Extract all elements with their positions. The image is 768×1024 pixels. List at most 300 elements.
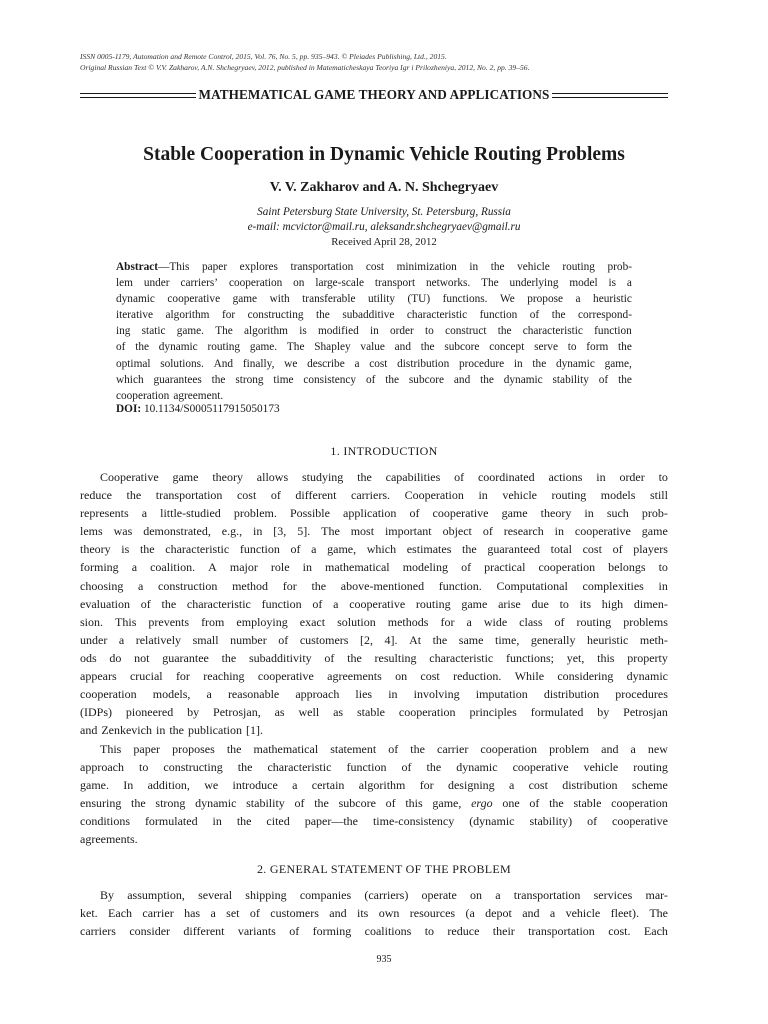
word: game,	[604, 357, 632, 370]
word: the	[490, 261, 505, 273]
word: for	[419, 778, 434, 793]
word: reduce	[80, 488, 112, 503]
word: number	[230, 632, 267, 647]
word: characteristic	[429, 650, 494, 665]
text-line	[116, 323, 632, 339]
word: In	[123, 778, 134, 793]
word: a	[549, 906, 556, 921]
word: different	[183, 924, 225, 939]
word: to	[658, 470, 668, 484]
word: cooperation	[538, 560, 596, 575]
word: constructing	[247, 309, 304, 322]
word: (IDPs)	[80, 705, 112, 720]
word: formulated	[144, 814, 198, 829]
word: The	[649, 906, 668, 921]
word: we	[204, 778, 219, 793]
text-line	[80, 904, 668, 922]
word: small	[192, 632, 219, 647]
word: characteristic	[406, 309, 468, 322]
word: arise	[498, 596, 521, 611]
word: cost.	[608, 924, 631, 939]
word: utility	[368, 293, 395, 306]
text-line	[80, 721, 668, 739]
word: functions.	[442, 293, 488, 306]
word: customers	[270, 906, 319, 921]
word: research	[503, 524, 544, 539]
word: dynamic	[195, 796, 237, 811]
word: function	[594, 325, 632, 338]
word: transportation	[155, 488, 223, 503]
word: of	[409, 506, 420, 521]
word: [3,	[273, 524, 287, 539]
word: represents	[80, 506, 129, 521]
word: (TU)	[407, 293, 431, 306]
word: capabilities	[385, 470, 441, 484]
word: routing	[551, 488, 587, 503]
word: customers	[299, 632, 349, 647]
word: total	[550, 542, 572, 557]
word: above-mentioned	[340, 578, 425, 593]
word: function.	[438, 578, 482, 593]
word: theory	[540, 506, 572, 521]
word: with	[269, 293, 290, 306]
word: procedures	[615, 687, 668, 702]
word: agreements.	[80, 832, 138, 847]
word: While	[514, 669, 545, 684]
word: paper	[133, 742, 161, 756]
text-line	[80, 558, 668, 576]
word: subcore	[338, 796, 376, 811]
word: a	[466, 614, 472, 629]
word: and	[522, 906, 540, 921]
word: Shapley	[314, 341, 351, 354]
word: sion.	[80, 614, 104, 629]
word: cooperative	[574, 524, 631, 539]
word: game.	[80, 778, 109, 793]
word: This	[115, 614, 137, 629]
word: ket.	[80, 906, 98, 921]
word: certain	[311, 778, 345, 793]
word: problem	[549, 742, 590, 756]
word: We	[499, 293, 515, 306]
word: and	[80, 723, 98, 738]
text-line	[80, 758, 668, 776]
word: coordinated	[477, 470, 535, 484]
doi	[116, 403, 280, 415]
word: major	[229, 560, 258, 575]
word: choosing	[80, 578, 124, 593]
word: a	[292, 778, 298, 793]
word: cost	[365, 261, 385, 273]
word: methods	[387, 614, 429, 629]
word: distribution	[397, 357, 450, 370]
word: demonstrated,	[143, 524, 211, 539]
word: cooperation	[80, 687, 137, 702]
word: cost	[528, 778, 548, 793]
word: cost	[420, 669, 440, 684]
word: carriers’	[180, 277, 219, 290]
word: a	[210, 906, 216, 921]
word: solution	[337, 614, 376, 629]
word: of	[482, 524, 493, 539]
word: designing	[447, 778, 495, 793]
word: strong	[155, 796, 186, 811]
word: for	[221, 309, 236, 322]
word: the	[161, 596, 177, 611]
word: game	[461, 596, 488, 611]
word: for	[282, 578, 297, 593]
text-line	[116, 275, 632, 291]
word: mathematical	[253, 742, 319, 756]
word: formulated	[530, 705, 584, 720]
page-number: 935	[376, 954, 392, 965]
word: yet,	[566, 650, 585, 665]
word: belongs	[608, 560, 646, 575]
word: complexities	[582, 578, 644, 593]
word: a	[206, 687, 212, 702]
text-line	[116, 291, 632, 307]
word: publication	[188, 723, 242, 738]
word: dynamic	[456, 760, 498, 775]
word: of	[365, 373, 376, 386]
word: was	[113, 524, 133, 539]
text-line	[80, 740, 668, 758]
word: on	[293, 277, 305, 290]
word: under	[80, 632, 108, 647]
issn-line: ISSN 0005-1179, Automation and Remote Control, 2015, Vol. 76, No. 5, pp. 935–943. © Pleiades Publishing, Ltd., 2015.	[80, 52, 447, 61]
word: the	[139, 542, 155, 557]
word: the	[532, 357, 547, 370]
word: serve	[534, 341, 558, 354]
word: function	[479, 309, 518, 322]
word: functions;	[505, 650, 554, 665]
word: ing	[116, 325, 131, 338]
word: algorithm	[244, 325, 288, 338]
text-line	[80, 685, 668, 703]
word: reduce	[447, 924, 480, 939]
section-heading-introduction: 1. INTRODUCTION	[330, 444, 438, 458]
word: theory	[212, 470, 243, 484]
word: Computational	[496, 578, 568, 593]
word: distribution	[543, 687, 600, 702]
word: generally	[530, 632, 576, 647]
word: prob-	[641, 506, 668, 521]
word: due	[531, 596, 549, 611]
text-line	[80, 703, 668, 721]
word: meth-	[639, 632, 668, 647]
word: static	[141, 325, 166, 338]
word: appears	[80, 669, 117, 684]
word: the	[497, 325, 512, 338]
word: its	[357, 906, 369, 921]
word: the	[549, 796, 564, 811]
section-label: MATHEMATICAL GAME THEORY AND APPLICATIONS	[198, 87, 550, 102]
word: on	[470, 888, 483, 902]
word: involving	[413, 687, 460, 702]
word: explores	[239, 261, 278, 273]
word: cooperative	[612, 814, 668, 829]
word: and	[453, 373, 471, 386]
word: characteristic	[267, 760, 332, 775]
text-line	[80, 812, 668, 830]
word: of	[140, 596, 151, 611]
word: of	[461, 560, 472, 575]
word: optimal	[116, 357, 151, 370]
word: the	[480, 373, 494, 386]
word: a	[495, 888, 501, 902]
word: to	[139, 760, 149, 775]
word: dynamic	[626, 669, 668, 684]
word: in	[155, 723, 166, 738]
email: e-mail: mcvictor@mail.ru, aleksandr.shchegryaev@gmail.ru	[247, 220, 521, 233]
word: considering	[557, 669, 614, 684]
word: time	[273, 373, 294, 386]
word: to	[658, 560, 668, 575]
word: the	[618, 373, 632, 386]
word: construction	[158, 578, 218, 593]
word: in	[658, 578, 668, 593]
word: (a	[465, 906, 475, 921]
word: time,	[494, 632, 520, 647]
word: most	[350, 524, 375, 539]
word: subadditive	[342, 309, 395, 322]
word: as	[274, 705, 285, 720]
word: in	[584, 506, 594, 521]
word: Each	[643, 924, 668, 939]
text-line	[80, 830, 668, 848]
word: subcore	[444, 341, 480, 354]
paper-title: Stable Cooperation in Dynamic Vehicle Routing Problems	[143, 144, 625, 165]
word: agreements	[327, 669, 382, 684]
word: 5].	[297, 524, 311, 539]
word: in	[212, 814, 222, 829]
original-text-line: Original Russian Text © V.V. Zakharov, A.N. Shchegryaev, 2012, published in Matematicheskaya Teoriya Igr i Prilozheniya, 2012, No. 2, pp. 39–56.	[80, 62, 530, 72]
word: order	[389, 325, 414, 338]
word: game,	[432, 796, 462, 811]
word: (carriers)	[364, 888, 409, 902]
doi-value: 10.1134/S0005117915050173	[143, 403, 280, 415]
word: construct	[445, 325, 487, 338]
word: and	[329, 906, 347, 921]
word: in	[369, 325, 379, 338]
word: little-studied	[160, 506, 221, 521]
doi-label: DOI:	[116, 403, 142, 415]
word: own	[378, 906, 400, 921]
word: from	[201, 614, 225, 629]
word: well	[298, 705, 320, 720]
word: subcore	[408, 373, 445, 386]
word: approach	[295, 687, 340, 702]
word: prevents	[148, 614, 190, 629]
word: of	[612, 542, 623, 557]
word: in	[478, 488, 488, 503]
word: And	[213, 357, 234, 370]
word: class	[519, 614, 543, 629]
word: and	[601, 742, 619, 756]
word: a	[333, 596, 339, 611]
word: of	[278, 632, 289, 647]
word: to	[425, 325, 434, 338]
word: cooperative	[349, 596, 406, 611]
text-line	[80, 504, 668, 522]
word: the	[226, 742, 242, 756]
word: dynamic	[158, 341, 198, 354]
word: game	[501, 506, 528, 521]
word: proposes	[172, 742, 215, 756]
word: heuristic	[587, 632, 629, 647]
word: to	[559, 596, 569, 611]
section-heading-general-statement: 2. GENERAL STATEMENT OF THE PROBLEM	[257, 862, 511, 876]
word: underlying	[509, 277, 559, 290]
word: of	[249, 906, 260, 921]
word: consistency	[303, 373, 357, 386]
word: in	[302, 560, 312, 575]
text-line	[116, 307, 632, 323]
word: concept	[489, 341, 525, 354]
word: distribution	[562, 778, 618, 793]
word: characteristic	[165, 542, 230, 557]
word: a	[626, 277, 632, 290]
text-line	[80, 794, 668, 812]
word: transportation	[528, 924, 595, 939]
word: paper—the	[304, 814, 358, 829]
word: forming	[312, 924, 352, 939]
word: game.	[176, 325, 205, 338]
word: a	[141, 506, 148, 521]
word: operate	[421, 888, 457, 902]
word: under	[143, 277, 170, 290]
word: reasonable	[227, 687, 280, 702]
word: application	[343, 506, 397, 521]
word: of	[554, 614, 565, 629]
word: carriers	[80, 924, 116, 939]
word: function	[239, 542, 280, 557]
word: fleet).	[610, 906, 639, 921]
word: exact	[299, 614, 326, 629]
word: cooperative	[512, 760, 569, 775]
word: function	[346, 760, 387, 775]
double-rule-left	[80, 93, 196, 98]
text-line	[80, 649, 668, 667]
word: [1].	[246, 723, 263, 738]
word: of	[454, 470, 465, 484]
word: carriers.	[351, 488, 391, 503]
word: Each	[108, 906, 133, 921]
word: in	[388, 687, 398, 702]
word: the	[131, 796, 146, 811]
word: stability	[552, 373, 589, 386]
word: cooperative	[167, 293, 221, 306]
word: is	[299, 325, 307, 338]
word: the	[551, 309, 566, 322]
word: (dynamic	[469, 814, 515, 829]
word: of	[529, 796, 540, 811]
word: function	[261, 596, 302, 611]
word: At	[409, 632, 422, 647]
word: high	[601, 596, 624, 611]
word: mathematical	[325, 560, 390, 575]
word: ods	[80, 650, 97, 665]
word: guarantee	[162, 650, 209, 665]
word: dynamic	[555, 357, 595, 370]
word: heuristic	[593, 293, 632, 306]
word: transport	[374, 277, 416, 290]
word: routing	[633, 760, 668, 775]
word: 4].	[384, 632, 398, 647]
word: a	[354, 357, 360, 370]
word: a	[311, 542, 317, 557]
word: lem	[116, 277, 133, 290]
word: transportation	[290, 261, 354, 273]
word: cooperation	[480, 742, 538, 756]
word: still	[649, 488, 668, 503]
word: practical	[484, 560, 526, 575]
text-line	[80, 595, 668, 613]
word: in	[513, 357, 523, 370]
word: problem.	[233, 506, 277, 521]
word: dynamic	[116, 293, 155, 306]
word: model	[569, 277, 598, 290]
word: routing	[562, 261, 595, 273]
text-line	[80, 613, 668, 631]
text-line	[116, 388, 632, 404]
word: studying	[301, 470, 344, 484]
word: its	[579, 596, 592, 611]
word: as	[333, 705, 344, 720]
word: cooperation	[398, 705, 456, 720]
word: iterative	[116, 309, 154, 322]
word: time-consistency	[372, 814, 455, 829]
word: dimen-	[633, 596, 668, 611]
word: actions	[548, 470, 583, 484]
affiliation-block	[0, 205, 768, 234]
word: assumption,	[127, 888, 185, 902]
word: describe	[307, 357, 345, 370]
word: of	[598, 373, 609, 386]
word: of	[401, 760, 412, 775]
word: e.g.,	[221, 524, 243, 539]
word: modeling	[402, 560, 449, 575]
word: cooperative	[432, 506, 489, 521]
text-line	[80, 776, 668, 794]
word: the	[126, 488, 142, 503]
paper-authors: V. V. Zakharov and A. N. Shchegryaev	[269, 180, 499, 195]
word: object	[442, 524, 472, 539]
word: game.	[249, 341, 278, 354]
word: reaching	[203, 669, 245, 684]
word: stability	[246, 796, 285, 811]
word: has	[184, 906, 201, 921]
word: characteristic	[186, 596, 251, 611]
word: allows	[256, 470, 289, 484]
word: The	[321, 524, 340, 539]
word: for	[440, 614, 455, 629]
word: The	[481, 277, 499, 290]
word: set	[226, 906, 240, 921]
word: carrier	[437, 742, 469, 756]
word: models	[600, 488, 636, 503]
text-line	[80, 468, 668, 486]
word: A	[208, 560, 217, 575]
word: pioneered	[125, 705, 174, 720]
word: finally,	[242, 357, 275, 370]
word: one	[502, 796, 520, 811]
word: to	[424, 924, 435, 939]
word: new	[647, 742, 668, 756]
word: wide	[483, 614, 508, 629]
text-line	[80, 631, 668, 649]
word: Abstract—This	[116, 261, 190, 273]
